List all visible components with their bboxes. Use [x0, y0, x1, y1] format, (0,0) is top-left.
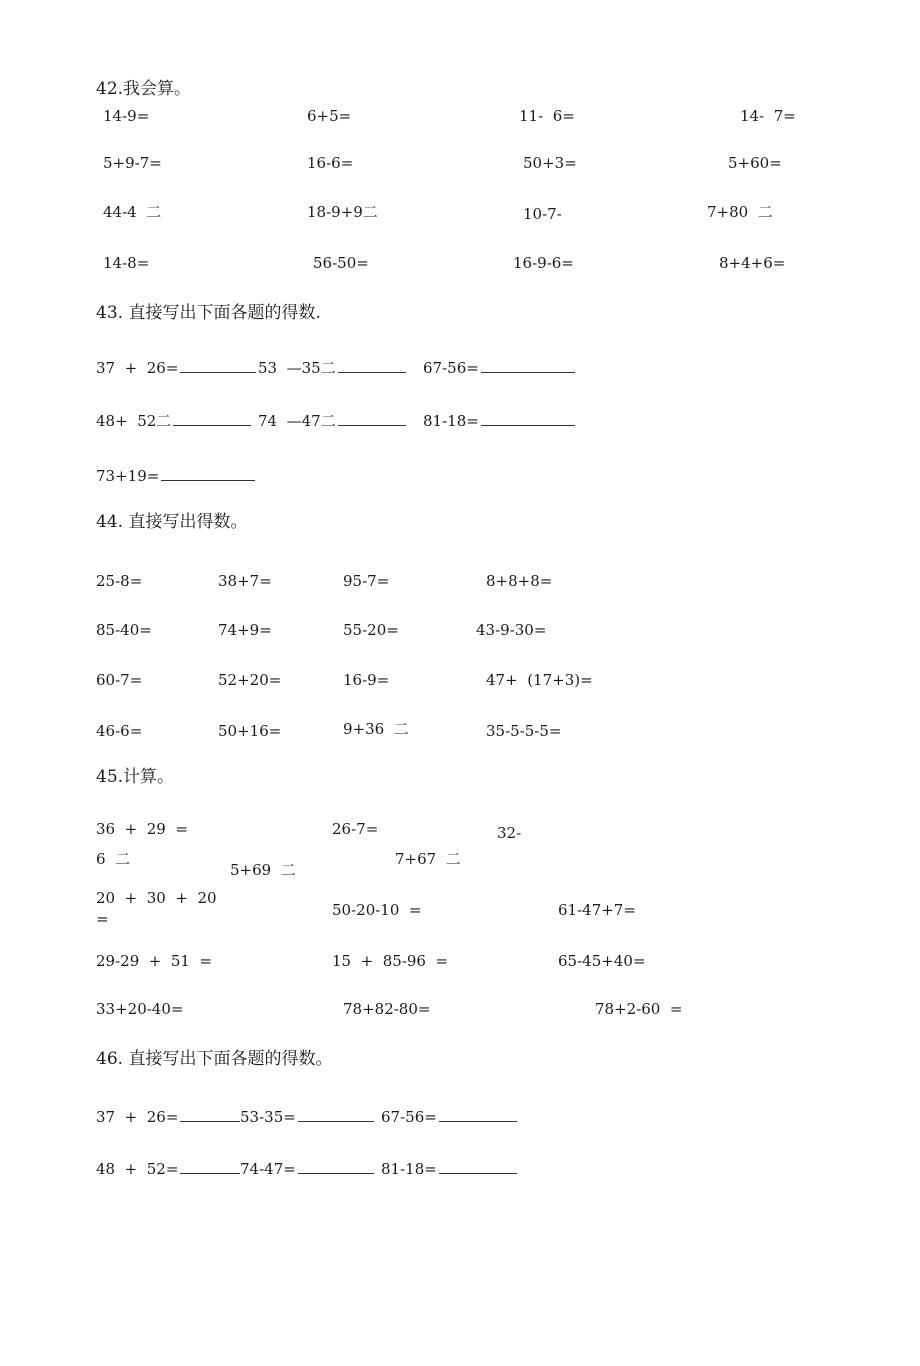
q45-item: 33+20-40= [96, 1000, 184, 1018]
q42-item: 14-8= [103, 254, 150, 272]
answer-blank[interactable] [180, 358, 256, 373]
q44-item: 55-20= [343, 621, 399, 639]
answer-blank[interactable] [173, 411, 251, 426]
answer-blank[interactable] [481, 411, 575, 426]
q42-title: 42.我会算。 [96, 79, 192, 99]
q44-item: 60-7= [96, 671, 143, 689]
q45-item: 5+69 二 [230, 861, 296, 879]
q44-item: 16-9= [343, 671, 390, 689]
q42-item: 44-4 二 [103, 203, 162, 221]
q42-item: 14- 7= [740, 107, 796, 125]
q43-item: 53 —35二 [258, 358, 406, 377]
q45-item: 6 二 [96, 850, 131, 868]
q45-item: 36 + 29 = [96, 820, 188, 838]
q44-item: 95-7= [343, 572, 390, 590]
answer-blank[interactable] [298, 1107, 374, 1122]
answer-blank[interactable] [298, 1159, 374, 1174]
q42-item: 10-7- [523, 205, 562, 223]
q45-item: 50-20-10 = [332, 901, 422, 919]
q44-item: 50+16= [218, 722, 282, 740]
q43-item: 81-18= [423, 411, 575, 430]
answer-blank[interactable] [439, 1159, 517, 1174]
answer-blank[interactable] [180, 1107, 240, 1122]
q42-item: 5+9-7= [103, 154, 162, 172]
q44-item: 85-40= [96, 621, 152, 639]
q42-item: 14-9= [103, 107, 150, 125]
q45-item: 26-7= [332, 820, 379, 838]
q43-title: 43. 直接写出下面各题的得数. [96, 303, 321, 323]
q46-item: 67-56= [381, 1107, 517, 1126]
q42-item: 8+4+6= [719, 254, 786, 272]
q44-item: 35-5-5-5= [486, 722, 562, 740]
q45-title: 45.计算。 [96, 767, 175, 787]
q42-item: 18-9+9二 [307, 203, 378, 221]
q42-item: 6+5= [307, 107, 352, 125]
q46-title: 46. 直接写出下面各题的得数。 [96, 1049, 333, 1069]
q42-item: 5+60= [728, 154, 782, 172]
q43-item: 74 —47二 [258, 411, 406, 430]
q44-item: 74+9= [218, 621, 272, 639]
q42-item: 16-9-6= [513, 254, 574, 272]
q44-item: 43-9-30= [476, 621, 547, 639]
q45-item: 32- [497, 824, 522, 842]
q45-item: 20 + 30 + 20 [96, 889, 217, 907]
q45-item: 65-45+40= [558, 952, 646, 970]
q42-item: 11- 6= [519, 107, 575, 125]
answer-blank[interactable] [161, 466, 255, 481]
q45-item: = [96, 910, 109, 928]
q44-item: 25-8= [96, 572, 143, 590]
q45-item: 15 + 85-96 = [332, 952, 449, 970]
q43-item: 73+19= [96, 466, 255, 485]
answer-blank[interactable] [439, 1107, 517, 1122]
q46-item: 53-35= [240, 1107, 374, 1126]
q46-item: 37 + 26= [96, 1107, 240, 1126]
q43-item: 48+ 52二 [96, 411, 251, 430]
q46-item: 81-18= [381, 1159, 517, 1178]
q46-item: 74-47= [240, 1159, 374, 1178]
q44-title: 44. 直接写出得数。 [96, 512, 248, 532]
q42-item: 56-50= [313, 254, 369, 272]
q42-item: 50+3= [523, 154, 577, 172]
q45-item: 78+82-80= [343, 1000, 431, 1018]
q43-item: 37 + 26= [96, 358, 256, 377]
q44-item: 9+36 二 [343, 720, 409, 738]
answer-blank[interactable] [481, 358, 575, 373]
q44-item: 38+7= [218, 572, 272, 590]
q46-item: 48 + 52= [96, 1159, 240, 1178]
answer-blank[interactable] [338, 411, 406, 426]
q45-item: 61-47+7= [558, 901, 636, 919]
q43-item: 67-56= [423, 358, 575, 377]
answer-blank[interactable] [180, 1159, 240, 1174]
q45-item: 29-29 + 51 = [96, 952, 213, 970]
q42-item: 16-6= [307, 154, 354, 172]
q44-item: 46-6= [96, 722, 143, 740]
q42-item: 7+80 二 [707, 203, 773, 221]
q45-item: 78+2-60 = [595, 1000, 683, 1018]
answer-blank[interactable] [338, 358, 406, 373]
q44-item: 52+20= [218, 671, 282, 689]
q44-item: 47+ (17+3)= [486, 671, 593, 689]
q44-item: 8+8+8= [486, 572, 553, 590]
q45-item: 7+67 二 [395, 850, 461, 868]
